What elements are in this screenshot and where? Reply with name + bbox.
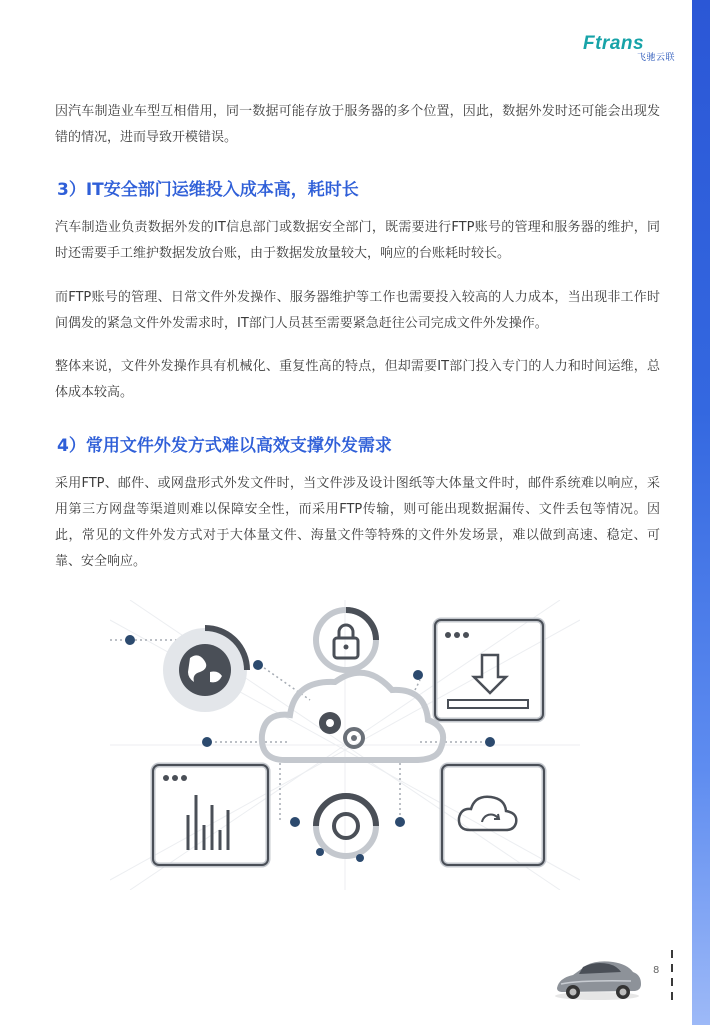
- side-accent-bar: [692, 0, 710, 1025]
- paragraph-it-dept: 汽车制造业负责数据外发的IT信息部门或数据安全部门，既需要进行FTP账号的管理和服务器的维护，同时还需要手工维护数据发放台账，由于数据发放量较大，响应的台账耗时较长。: [55, 220, 660, 261]
- cloud-sync-window-icon: [442, 765, 544, 865]
- page-divider-dashes: [670, 950, 674, 1000]
- paragraph-vehicle-data: 因汽车制造业车型互相借用，同一数据可能存放于服务器的多个位置，因此，数据外发时还可能会出现发错的情况，进而导致开模错误。: [55, 104, 660, 145]
- ftrans-logo: [583, 34, 683, 68]
- paragraph-transfer-methods: 采用FTP、邮件、或网盘形式外发文件时，当文件涉及设计图纸等大体量文件时，邮件系统难以响应，采用第三方网盘等渠道则难以保障安全性，而采用FTP传输，则可能出现数据漏传、文件丢包等情况。因此，常见的文件外发方式对于大体量文件、海量文件等特殊的文件外发场景，难以做到高速、稳定、可靠、安全响应。: [55, 476, 660, 569]
- data-transfer-illustration: [110, 600, 580, 890]
- paragraph-ftp-management: 而FTP账号的管理、日常文件外发操作、服务器维护等工作也需要投入较高的人力成本，当出现非工作时间偶发的紧急文件外发需求时，IT部门人员甚至需要紧急赶往公司完成文件外发操作。: [55, 290, 660, 331]
- sync-cycle-icon: [316, 796, 376, 856]
- page-number: 8: [653, 965, 660, 976]
- bar-chart-window-icon: [153, 765, 268, 865]
- globe-icon: [163, 628, 247, 712]
- paragraph-summary: 整体来说，文件外发操作具有机械化、重复性高的特点，但却需要IT部门投入专门的人力和时间运维，总体成本较高。: [55, 359, 660, 400]
- heading-transfer-methods: 4）常用文件外发方式难以高效支撑外发需求: [57, 436, 392, 456]
- heading-it-cost: 3）IT安全部门运维投入成本高，耗时长: [57, 180, 359, 200]
- logo-brand: Ftrans: [583, 33, 645, 54]
- lock-icon: [316, 610, 376, 670]
- car-icon: [551, 950, 643, 1002]
- logo-subtitle: 飞驰云联: [637, 53, 676, 63]
